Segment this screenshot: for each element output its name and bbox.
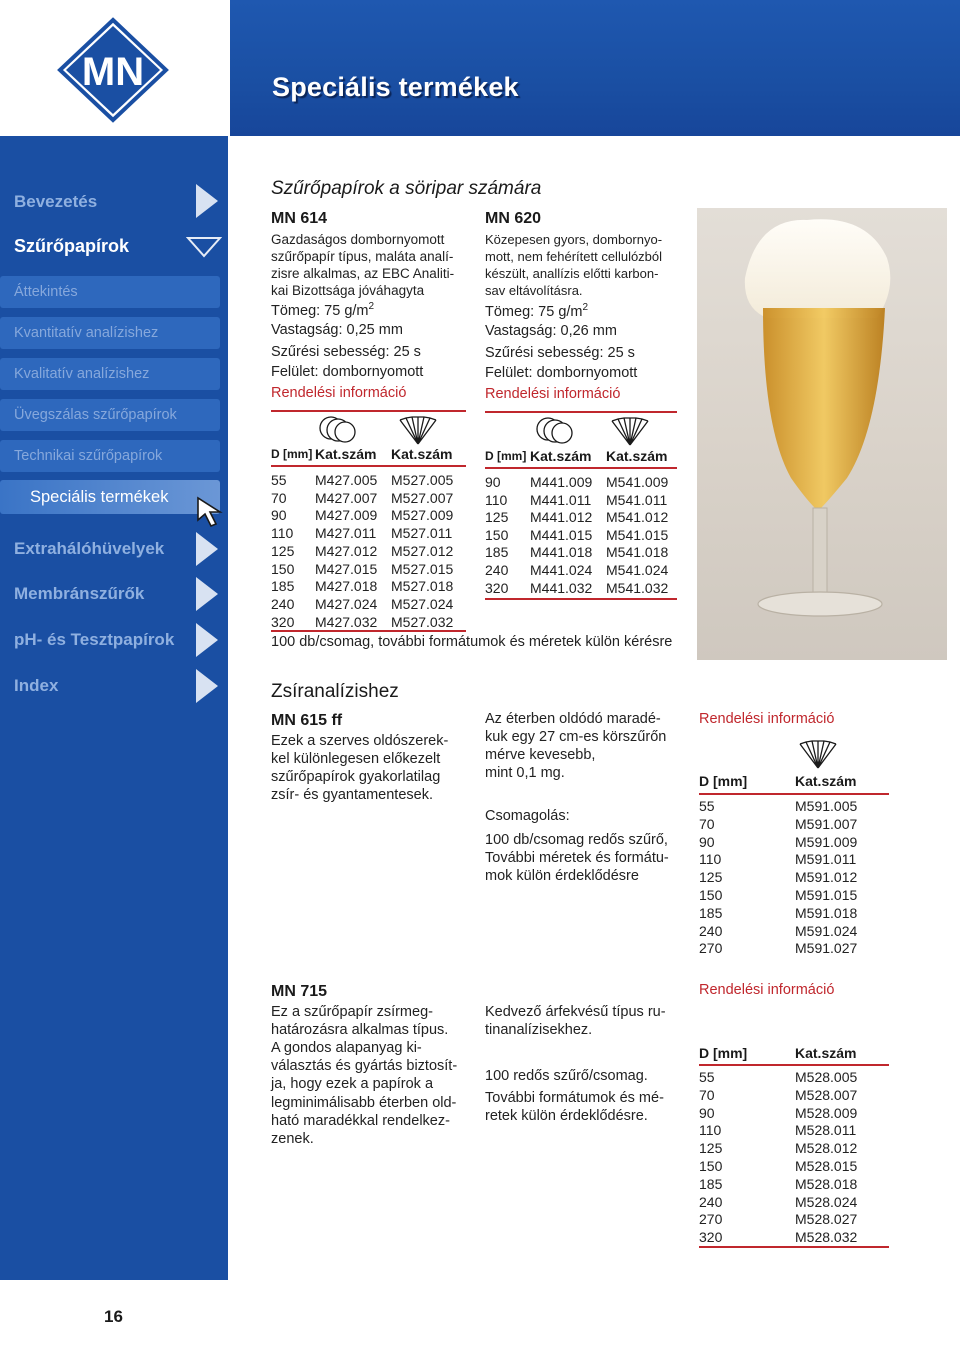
divider (699, 1064, 889, 1066)
catalog-number-cell: M528.012 (795, 1140, 858, 1157)
catalog-number-cell: M527.011 (391, 525, 453, 542)
mn615-pack-3: mok külön érdeklődésre (485, 868, 639, 884)
mn620-weight (485, 302, 588, 321)
product-name-mn715: MN 715 (271, 983, 328, 1000)
divider (485, 411, 677, 413)
mn614-desc-4: kai Bizottsága jóváhagyta (271, 283, 425, 298)
catalog-number-cell: M528.032 (795, 1229, 858, 1246)
nav-szuropapirok[interactable] (0, 228, 129, 264)
product-name-mn614: MN 614 (271, 210, 328, 227)
mn715-desc-line: ható maradékkal rendelkez- (271, 1112, 450, 1129)
mn614-weight (271, 301, 374, 320)
mn715-col-d: D [mm] (699, 1045, 748, 1061)
diameter-cell: 70 (699, 1086, 715, 1103)
mn620-weight-sup: 2 (582, 302, 589, 313)
catalog-number-cell: M427.018 (315, 578, 378, 595)
divider (485, 467, 677, 469)
nav-attekintes[interactable] (0, 274, 78, 310)
catalog-number-cell: M541.012 (606, 509, 669, 526)
nav-label: Index (14, 676, 59, 695)
diameter-cell: 185 (485, 544, 509, 561)
diameter-cell: 150 (271, 560, 295, 577)
nav-kvantitativ[interactable] (0, 315, 158, 351)
catalog-number-cell: M541.015 (606, 526, 669, 543)
diameter-cell: 240 (699, 1193, 723, 1210)
mn614-col-d: D [mm] (271, 447, 313, 461)
mn715-pack-2: További formátumok és mé- (485, 1090, 664, 1106)
nav-label: Áttekintés (14, 284, 78, 300)
catalog-number-cell: M591.015 (795, 887, 858, 903)
diameter-cell: 150 (699, 887, 723, 903)
catalog-number-cell: M427.015 (315, 560, 378, 577)
catalog-number-cell: M427.012 (315, 542, 378, 559)
diameter-cell: 110 (271, 525, 294, 542)
diameter-cell: 110 (699, 1122, 722, 1139)
diameter-cell: 125 (271, 542, 295, 559)
catalog-number-cell: M527.032 (391, 613, 454, 630)
catalog-number-cell: M528.024 (795, 1193, 858, 1210)
catalog-number-cell: M527.009 (391, 507, 454, 524)
catalog-number-cell: M528.011 (795, 1122, 857, 1139)
nav-label: Kvantitatív analízishez (14, 325, 159, 341)
catalog-number-cell: M528.018 (795, 1175, 858, 1192)
product-name-mn615: MN 615 ff (271, 712, 343, 729)
diameter-cell: 110 (485, 491, 508, 508)
mn620-col-kat1: Kat.szám (530, 448, 592, 464)
diameter-cell: 125 (699, 1140, 723, 1157)
catalog-number-cell: M591.027 (795, 940, 858, 957)
mn620-desc-4: sav eltávolításra. (485, 283, 583, 298)
diameter-cell: 90 (271, 507, 287, 524)
catalog-number-cell: M527.024 (391, 595, 454, 612)
mn614-col-kat2: Kat.szám (391, 446, 453, 462)
mn614-thickness: Vastagság: 0,25 mm (271, 322, 403, 338)
catalog-number-cell: M427.032 (315, 613, 378, 630)
folded-filter-icon (610, 417, 650, 447)
diameter-cell: 185 (699, 1175, 723, 1192)
diameter-cell: 150 (699, 1158, 723, 1174)
catalog-number-cell: M541.024 (606, 562, 669, 578)
mn614-desc-1: Gazdaságos dombornyomott (271, 232, 445, 247)
diameter-cell: 320 (271, 613, 295, 630)
page-number: 16 (104, 1307, 123, 1326)
mn715-desc-line: Ez a szűrőpapír zsírmeg- (271, 1004, 433, 1020)
nav-ph[interactable] (0, 622, 174, 658)
catalog-number-cell: M527.015 (391, 560, 454, 577)
mn620-speed: Szűrési sebesség: 25 s (485, 345, 635, 361)
diameter-cell: 55 (699, 1069, 715, 1085)
mn620-thickness: Vastagság: 0,26 mm (485, 323, 617, 339)
chevron-right-icon (192, 182, 222, 220)
mn620-col-d: D [mm] (485, 449, 527, 463)
mn715-desc-line: legminimálisabb éterben old- (271, 1094, 457, 1111)
catalog-number-cell: M591.007 (795, 815, 858, 832)
diameter-cell: 185 (271, 578, 295, 595)
divider (271, 410, 466, 412)
diameter-cell: 150 (485, 526, 509, 543)
mn715-desc-line: határozásra alkalmas típus. (271, 1022, 449, 1039)
product-name-mn620: MN 620 (485, 210, 542, 227)
catalog-number-cell: M427.009 (315, 507, 378, 524)
beer-glass-photo (697, 208, 947, 660)
catalog-number-cell: M591.011 (795, 851, 857, 868)
catalog-number-cell: M427.011 (315, 525, 377, 542)
mn620-surface: Felület: dombornyomott (485, 365, 638, 381)
catalog-number-cell: M528.005 (795, 1069, 858, 1085)
diameter-cell: 320 (485, 579, 509, 596)
nav-bevezetes[interactable] (0, 184, 97, 220)
cursor-arrow-icon (196, 496, 232, 530)
nav-kvalitativ[interactable] (0, 356, 149, 392)
brewing-footnote: 100 db/csomag, további formátumok és méretek külön kérésre (271, 634, 673, 650)
catalog-number-cell: M591.012 (795, 869, 858, 886)
mn715-pack-1: 100 redős szűrő/csomag. (485, 1068, 648, 1084)
catalog-number-cell: M427.024 (315, 595, 378, 612)
mn615-col-d: D [mm] (699, 773, 748, 789)
mn614-col-kat1: Kat.szám (315, 446, 377, 462)
nav-label: Technikai szűrőpapírok (14, 448, 163, 464)
beer-glass-illustration (697, 208, 947, 660)
chevron-right-icon (192, 575, 222, 613)
diameter-cell: 125 (699, 869, 723, 886)
mn620-order-heading: Rendelési információ (485, 386, 621, 402)
mn615-desc-3: szűrőpapírok gyakorlatilag (271, 769, 441, 785)
catalog-number-cell: M427.005 (315, 472, 378, 488)
mn-logo (0, 0, 228, 136)
catalog-number-cell: M591.005 (795, 798, 858, 814)
catalog-number-cell: M427.007 (315, 489, 378, 506)
mn614-speed: Szűrési sebesség: 25 s (271, 344, 421, 360)
diameter-cell: 185 (699, 904, 723, 921)
nav-label: Üvegszálas szűrőpapírok (14, 407, 177, 423)
nav-specialis[interactable] (16, 479, 168, 515)
catalog-number-cell: M591.009 (795, 833, 858, 850)
catalog-number-cell: M541.018 (606, 544, 669, 561)
divider (699, 1246, 889, 1248)
mn615-desc-1: Ezek a szerves oldószerek- (271, 733, 449, 749)
mn715-pack-3: retek külön érdeklődésre. (485, 1108, 648, 1124)
section-title-brewing: Szűrőpapírok a söripar számára (271, 178, 542, 199)
mn715-desc-line: ja, hogy ezek a papírok a (271, 1076, 434, 1093)
mn614-weight-sup: 2 (368, 301, 375, 312)
nav-label: Membránszűrők (14, 584, 145, 603)
divider (271, 465, 466, 467)
mn615-pack-1: 100 db/csomag redős szűrő, (485, 832, 668, 848)
diameter-cell: 70 (271, 489, 287, 506)
mn615-mid-4: mint 0,1 mg. (485, 765, 565, 781)
round-filter-icon (535, 415, 575, 445)
mn615-order-heading: Rendelési információ (699, 711, 835, 727)
round-filter-icon (318, 414, 358, 444)
logo-area (0, 0, 228, 136)
catalog-number-cell: M527.005 (391, 472, 454, 488)
catalog-number-cell: M527.012 (391, 542, 454, 559)
chevron-right-icon (192, 667, 222, 705)
catalog-number-cell: M528.007 (795, 1086, 858, 1103)
diameter-cell: 110 (699, 851, 722, 868)
catalog-number-cell: M441.011 (530, 491, 592, 508)
catalog-number-cell: M441.024 (530, 562, 593, 578)
nav-membran[interactable] (0, 576, 144, 612)
diameter-cell: 240 (485, 562, 509, 578)
catalog-number-cell: M441.018 (530, 544, 593, 561)
catalog-number-cell: M541.011 (606, 491, 668, 508)
nav-label: Extrahálóhüvelyek (14, 539, 165, 558)
diameter-cell: 90 (485, 474, 501, 490)
catalog-number-cell: M528.027 (795, 1211, 858, 1228)
mn615-pack-label: Csomagolás: (485, 808, 570, 824)
diameter-cell: 55 (271, 472, 287, 488)
catalog-number-cell: M441.032 (530, 579, 593, 596)
nav-label: Speciális termékek (30, 487, 169, 506)
catalog-number-cell: M541.032 (606, 579, 669, 596)
mn614-desc-2: szűrőpapír típus, maláta analí- (271, 249, 454, 264)
mn715-desc-line: választás és gyártás biztosít- (271, 1058, 458, 1075)
folded-filter-icon (798, 740, 838, 770)
mn620-desc-2: mott, nem fehérített cellulózból (485, 249, 663, 264)
mn615-mid-1: Az éterben oldódó maradé- (485, 711, 661, 727)
mn614-order-heading: Rendelési információ (271, 385, 407, 401)
diameter-cell: 125 (485, 509, 509, 526)
nav-label: Szűrőpapírok (14, 235, 130, 256)
catalog-number-cell: M527.018 (391, 578, 454, 595)
diameter-cell: 320 (699, 1229, 723, 1246)
logo-text: MN (81, 50, 145, 94)
mn715-desc-line: zenek. (271, 1130, 314, 1147)
mn715-mid-1: Kedvező árfekvésű típus ru- (485, 1004, 666, 1020)
divider (699, 793, 889, 795)
nav-uvegszalas[interactable] (0, 397, 177, 433)
chevron-right-icon (192, 621, 222, 659)
catalog-number-cell: M441.015 (530, 526, 593, 543)
mn620-desc-1: Közepesen gyors, dombornyo- (485, 232, 663, 247)
header-band (230, 0, 960, 136)
mn620-desc-3: készült, anallízis előtti karbon- (485, 266, 659, 281)
catalog-number-cell: M528.015 (795, 1158, 858, 1174)
mn615-pack-2: További méretek és formátu- (485, 850, 669, 866)
nav-label: pH- és Tesztpapírok (14, 630, 175, 649)
folded-filter-icon (398, 416, 438, 446)
diameter-cell: 270 (699, 940, 723, 957)
nav-index[interactable] (0, 668, 58, 704)
mn615-desc-2: kel különlegesen előkezelt (271, 751, 441, 767)
chevron-down-icon (186, 228, 222, 266)
mn715-col-kat: Kat.szám (795, 1045, 857, 1061)
mn615-desc-4: zsír- és gyantamentesek. (271, 787, 433, 803)
diameter-cell: 90 (699, 1104, 715, 1121)
diameter-cell: 70 (699, 815, 715, 832)
mn715-mid-2: tinanalízisekhez. (485, 1022, 593, 1038)
nav-extrahalo[interactable] (0, 531, 164, 567)
nav-label: Bevezetés (14, 192, 98, 211)
chevron-right-icon (192, 530, 222, 568)
diameter-cell: 240 (271, 595, 295, 612)
catalog-number-cell: M591.024 (795, 922, 858, 939)
mn715-order-heading: Rendelési információ (699, 982, 835, 998)
diameter-cell: 55 (699, 798, 715, 814)
mn614-desc-3: zisre alkalmas, az EBC Analiti- (271, 266, 455, 281)
catalog-number-cell: M528.009 (795, 1104, 858, 1121)
diameter-cell: 270 (699, 1211, 723, 1228)
mn615-mid-2: kuk egy 27 cm-es körszűrőn (485, 729, 667, 745)
catalog-number-cell: M527.007 (391, 489, 454, 506)
nav-technikai[interactable] (0, 438, 162, 474)
catalog-number-cell: M591.018 (795, 904, 858, 921)
page-title: Speciális termékek (272, 72, 519, 102)
catalog-number-cell: M441.009 (530, 474, 593, 490)
diameter-cell: 240 (699, 922, 723, 939)
nav-label: Kvalitatív analízishez (14, 366, 150, 382)
mn620-weight-text: Tömeg: 75 g/m (485, 303, 583, 320)
mn615-mid-3: mérve kevesebb, (485, 747, 596, 763)
diameter-cell: 90 (699, 833, 715, 850)
catalog-number-cell: M441.012 (530, 509, 593, 526)
catalog-number-cell: M541.009 (606, 474, 669, 490)
mn615-col-kat: Kat.szám (795, 773, 857, 789)
mn614-surface: Felület: dombornyomott (271, 364, 424, 380)
divider (271, 630, 466, 632)
section-title-fat: Zsíranalízishez (271, 681, 399, 702)
mn614-weight-text: Tömeg: 75 g/m (271, 302, 369, 319)
mn715-desc-line: A gondos alapanyag ki- (271, 1040, 422, 1057)
mn620-col-kat2: Kat.szám (606, 448, 668, 464)
divider (485, 598, 677, 600)
